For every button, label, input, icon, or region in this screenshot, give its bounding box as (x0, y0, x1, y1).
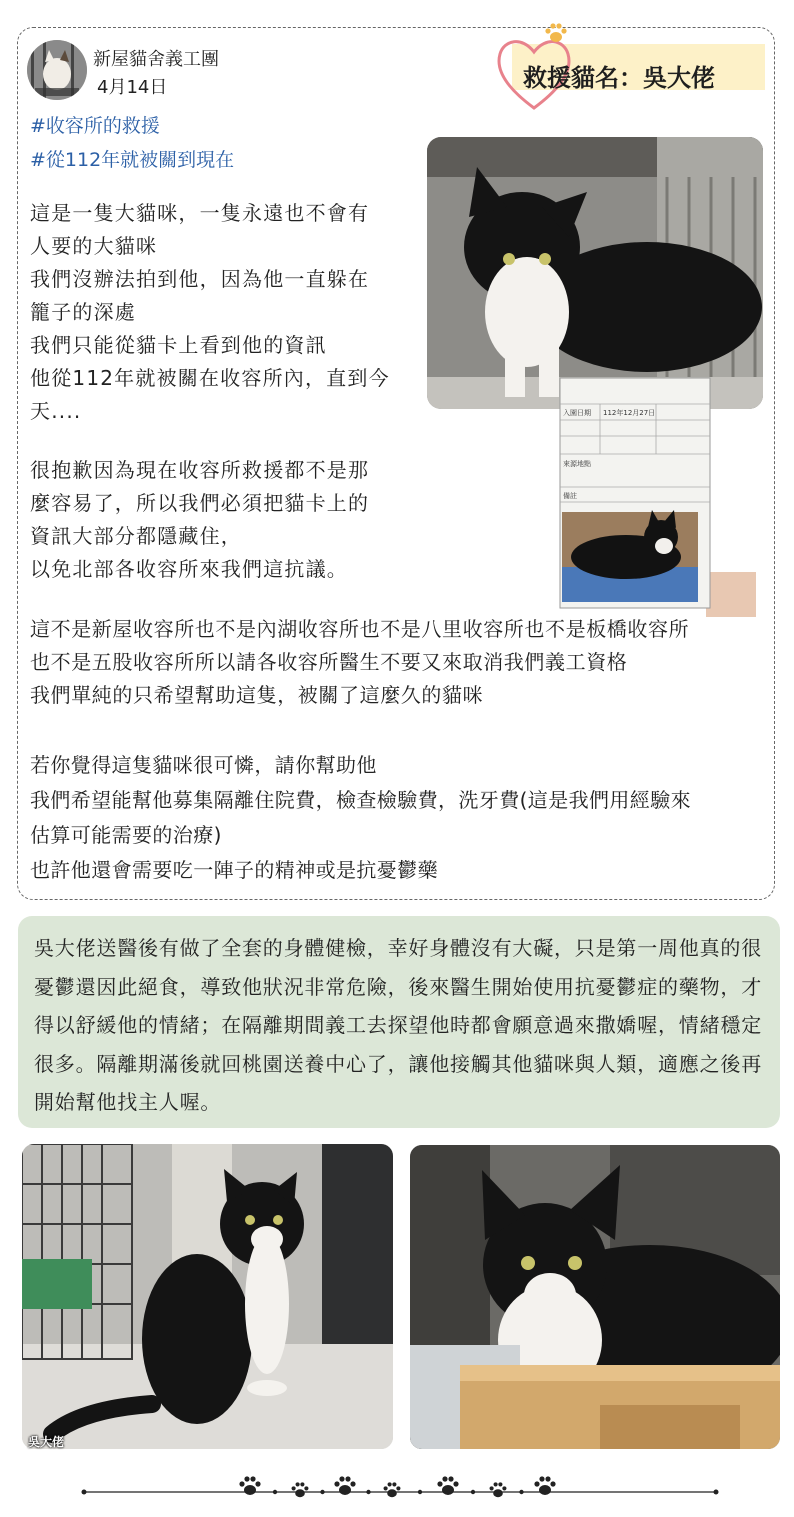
photo-caption: 吳大佬 (28, 1435, 65, 1449)
hashtag-since-112[interactable]: #從112年就被關到現在 (30, 149, 235, 171)
paw-icon (292, 1482, 309, 1497)
card-field-notes: 備註 (563, 492, 577, 500)
divider-dot (366, 1490, 370, 1494)
card-field-source: 來源地點 (563, 460, 591, 468)
sitting-cat-photo (22, 1144, 393, 1449)
divider-dot (471, 1490, 475, 1494)
intro-paragraph: 這是一隻大貓咪，一隻永遠也不會有 人要的大貓咪 我們沒辦法拍到他，因為他一直躲在 籠子的深處 我們只能從貓卡上看到他的資訊 他從112年就被關在收容所內，直到今 天.... (30, 201, 390, 423)
paw-print-divider (80, 1470, 720, 1506)
card-field-intake-value: 112年12月27日 (603, 409, 656, 417)
update-box (18, 916, 780, 1128)
apology-paragraph: 很抱歉因為現在收容所救援都不是那 麼容易了，所以我們必須把貓卡上的 資訊大部分都隱藏住， 以免北部各收容所來我們這抗議。 (30, 458, 370, 581)
paw-icon (490, 1482, 507, 1497)
appeal-paragraph: 若你覺得這隻貓咪很可憐，請你幫助他 我們希望能幫他募集隔離住院費，檢查檢驗費，洗牙費(這是我們用經驗來 估算可能需要的治療) 也許他還會需要吃一陣子的精神或是抗憂鬱藥 (30, 753, 692, 882)
divider-dot (519, 1490, 523, 1494)
paw-icon (543, 22, 569, 44)
post-date: 4月14日 (97, 77, 168, 98)
rescue-badge-title: 救援貓名：吳大佬 (523, 64, 715, 92)
hashtag-shelter-rescue[interactable]: #收容所的救援 (30, 115, 160, 137)
avatar[interactable] (27, 40, 87, 100)
lounging-cat-photo (410, 1145, 780, 1449)
update-text: 吳大佬送醫後有做了全套的身體健檢，幸好身體沒有大礙，只是第一周他真的很憂鬱還因此絕食，導致他狀況非常危險，後來醫生開始使用抗憂鬱症的藥物，才得以舒緩他的情緒；在隔離期間義工去探望他時都會願意過來撒嬌喔，情緒穩定很多。隔離期滿後就回桃園送養中心了，讓他接觸其他貓咪與人類，適應之後再開始幫他找主人喔。 (34, 936, 762, 1114)
card-field-intake-date: 入園日期 (563, 409, 591, 417)
org-name[interactable]: 新屋貓舍義工團 (93, 49, 219, 70)
divider-dot (418, 1490, 422, 1494)
shelter-cat-photo (427, 137, 763, 409)
shelter-paragraph: 這不是新屋收容所也不是內湖收容所也不是八里收容所也不是板橋收容所 也不是五股收容所所以請各收容所醫生不要又來取消我們義工資格 我們單純的只希望幫助這隻，被關了這麼久的貓咪 (30, 617, 690, 707)
divider-dot (273, 1490, 277, 1494)
shelter-card-photo (556, 372, 756, 617)
paw-icon (384, 1482, 401, 1497)
divider-dot (320, 1490, 324, 1494)
